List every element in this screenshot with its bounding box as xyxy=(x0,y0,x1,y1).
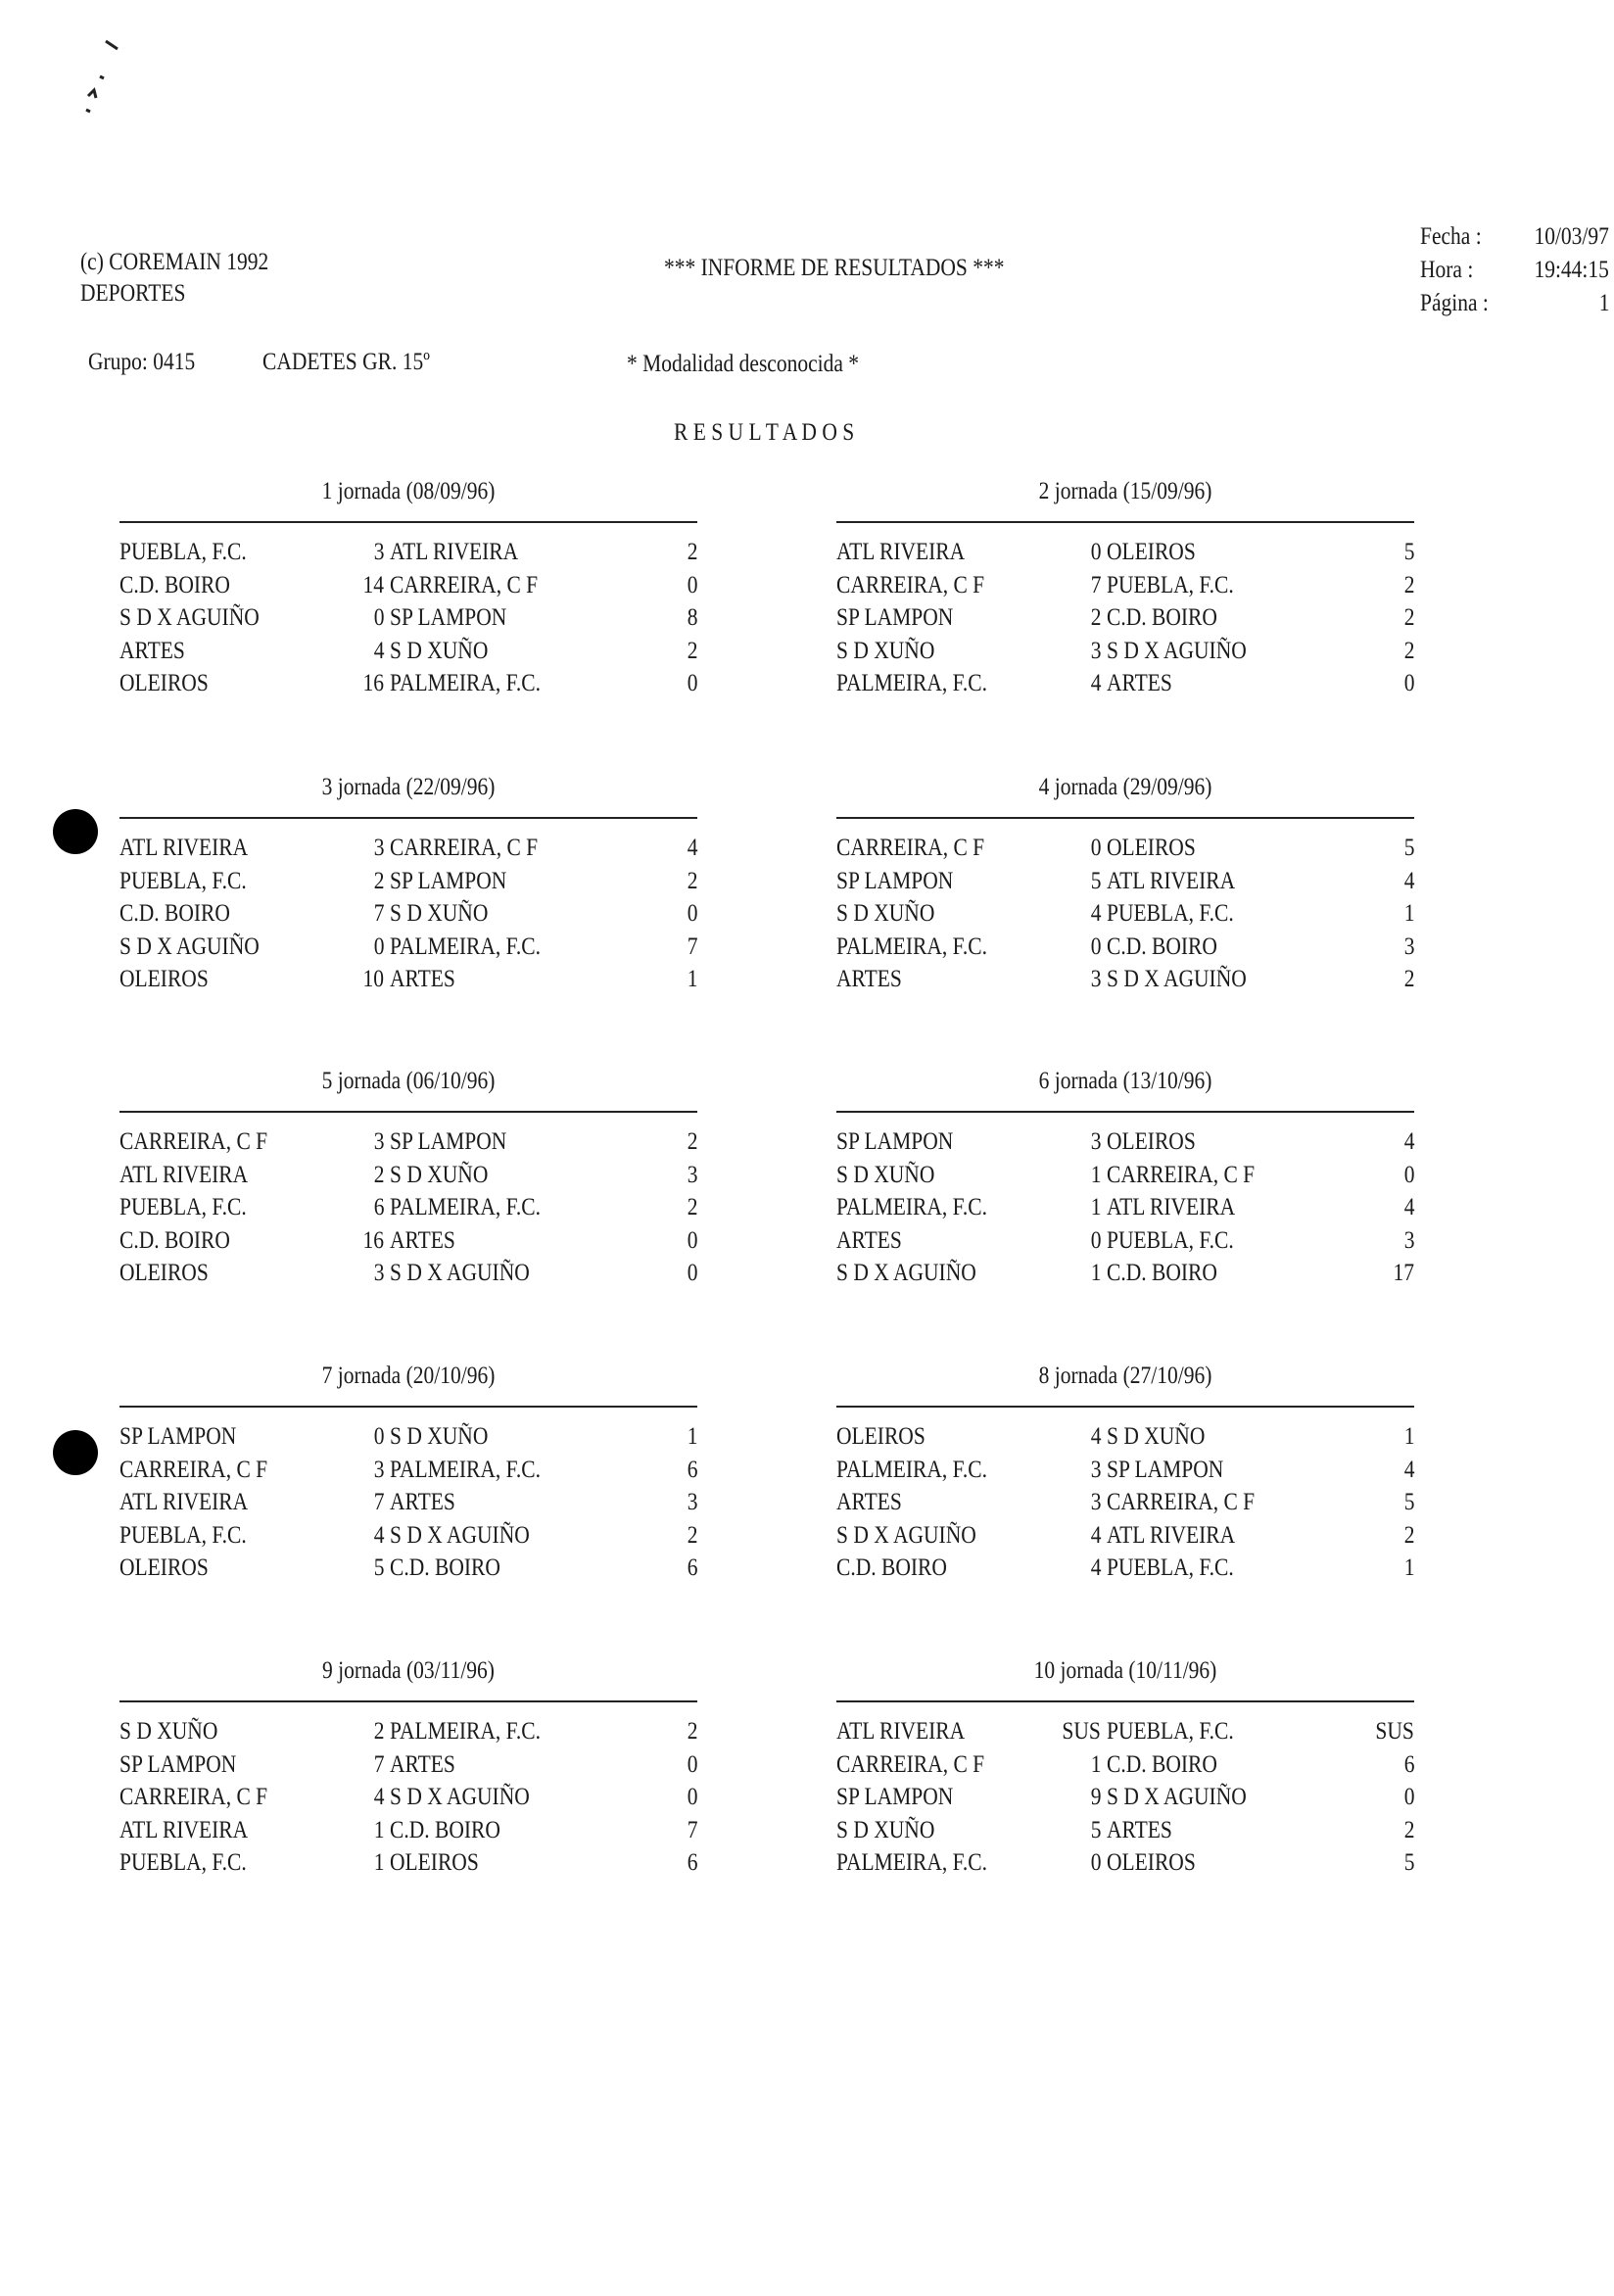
match-row xyxy=(119,1489,697,1521)
home-score: 4 xyxy=(1090,900,1101,927)
away-score: 4 xyxy=(1403,1128,1414,1155)
away-score: 0 xyxy=(687,1226,697,1254)
match-row xyxy=(119,1849,697,1882)
away-score: 6 xyxy=(687,1555,697,1581)
match-row xyxy=(836,1260,1414,1292)
away-score: 5 xyxy=(1403,1489,1414,1515)
home-team: ARTES xyxy=(119,637,185,664)
away-team: S D XUÑO xyxy=(390,900,489,927)
away-team: ARTES xyxy=(390,1750,455,1778)
match-row xyxy=(836,868,1414,900)
away-score: 6 xyxy=(687,1456,697,1483)
home-team: OLEIROS xyxy=(119,1555,209,1581)
away-score: 0 xyxy=(1403,670,1414,696)
home-score: 5 xyxy=(1090,1816,1101,1843)
jornada-title: 8 jornada (27/10/96) xyxy=(1038,1363,1212,1389)
group-category: CADETES GR. 15º xyxy=(262,349,430,375)
away-team: ATL RIVEIRA xyxy=(1107,1194,1236,1220)
home-score: 5 xyxy=(1090,867,1101,894)
away-score: 7 xyxy=(687,933,697,960)
home-score: 3 xyxy=(1090,1489,1101,1515)
home-score: 4 xyxy=(373,1784,384,1810)
away-score: 1 xyxy=(1403,1423,1414,1450)
jornada-title: 1 jornada (08/09/96) xyxy=(321,478,496,504)
home-score: 4 xyxy=(1090,1521,1101,1549)
away-score: 5 xyxy=(1403,835,1414,861)
match-row xyxy=(836,933,1414,966)
home-team: SP LAMPON xyxy=(836,1128,954,1155)
section-title: R E S U L T A D O S xyxy=(674,419,855,446)
home-score: 3 xyxy=(1090,1128,1101,1155)
away-score: 2 xyxy=(687,867,697,894)
home-score: 16 xyxy=(362,1226,384,1254)
away-score: 2 xyxy=(687,1718,697,1745)
match-row xyxy=(836,1227,1414,1260)
home-score: 6 xyxy=(373,1194,384,1220)
away-team: C.D. BOIRO xyxy=(1107,1260,1217,1286)
home-team: S D XUÑO xyxy=(119,1718,218,1745)
home-team: S D X AGUIÑO xyxy=(836,1521,976,1549)
away-team: PUEBLA, F.C. xyxy=(1107,1226,1234,1254)
match-row xyxy=(836,1128,1414,1161)
home-score: 3 xyxy=(373,1456,384,1483)
match-row xyxy=(836,638,1414,670)
home-score: 3 xyxy=(1090,637,1101,664)
match-row xyxy=(119,1555,697,1587)
jornada-title: 5 jornada (06/10/96) xyxy=(321,1068,496,1094)
home-team: ATL RIVEIRA xyxy=(119,1816,249,1843)
home-team: C.D. BOIRO xyxy=(119,1226,230,1254)
home-team: PUEBLA, F.C. xyxy=(119,1849,247,1876)
away-team: PUEBLA, F.C. xyxy=(1107,571,1234,598)
away-team: ARTES xyxy=(1107,670,1172,696)
department-name: DEPORTES xyxy=(80,280,186,307)
away-score: 2 xyxy=(687,539,697,565)
home-team: OLEIROS xyxy=(119,1260,209,1286)
home-score: SUS xyxy=(1062,1718,1101,1745)
away-team: SP LAMPON xyxy=(1107,1456,1224,1483)
jornada-divider xyxy=(119,1406,697,1408)
home-team: S D XUÑO xyxy=(836,1816,935,1843)
match-row xyxy=(836,1849,1414,1882)
home-score: 4 xyxy=(373,637,384,664)
away-team: ARTES xyxy=(1107,1816,1172,1843)
group-label: Grupo: 0415 xyxy=(88,349,196,375)
home-score: 1 xyxy=(1090,1161,1101,1188)
match-row xyxy=(119,1162,697,1194)
match-row xyxy=(119,1457,697,1489)
home-team: CARREIRA, C F xyxy=(836,835,985,861)
away-team: OLEIROS xyxy=(1107,835,1196,861)
away-team: CARREIRA, C F xyxy=(390,571,539,598)
away-team: S D X AGUIÑO xyxy=(390,1260,530,1286)
match-row xyxy=(836,1423,1414,1456)
home-team: ATL RIVEIRA xyxy=(119,1489,249,1515)
home-team: S D XUÑO xyxy=(836,900,935,927)
home-score: 7 xyxy=(373,1750,384,1778)
home-score: 1 xyxy=(1090,1750,1101,1778)
match-row xyxy=(836,1817,1414,1849)
away-team: PALMEIRA, F.C. xyxy=(390,1718,542,1745)
match-row xyxy=(836,1784,1414,1816)
match-row xyxy=(119,1817,697,1849)
jornada-divider xyxy=(836,1406,1414,1408)
home-team: PUEBLA, F.C. xyxy=(119,1521,247,1549)
home-team: SP LAMPON xyxy=(119,1750,237,1778)
jornada-block xyxy=(836,478,1414,696)
report-title: *** INFORME DE RESULTADOS *** xyxy=(664,255,1005,281)
away-score: 6 xyxy=(1403,1750,1414,1778)
home-team: ARTES xyxy=(836,1226,902,1254)
away-score: 2 xyxy=(687,637,697,664)
home-score: 1 xyxy=(373,1849,384,1876)
match-row xyxy=(119,1227,697,1260)
home-score: 3 xyxy=(373,835,384,861)
away-score: 2 xyxy=(1403,637,1414,664)
home-team: ATL RIVEIRA xyxy=(119,835,249,861)
match-row xyxy=(836,1162,1414,1194)
away-score: 5 xyxy=(1403,1849,1414,1876)
away-team: ATL RIVEIRA xyxy=(1107,867,1236,894)
home-score: 2 xyxy=(1090,604,1101,631)
modality-label: * Modalidad desconocida * xyxy=(627,351,860,377)
jornada-block xyxy=(119,1657,697,1876)
home-score: 14 xyxy=(362,571,384,598)
home-team: PALMEIRA, F.C. xyxy=(836,670,988,696)
home-team: PUEBLA, F.C. xyxy=(119,867,247,894)
jornada-title: 10 jornada (10/11/96) xyxy=(1033,1657,1217,1684)
home-team: PALMEIRA, F.C. xyxy=(836,1849,988,1876)
match-row xyxy=(119,900,697,933)
match-row xyxy=(119,868,697,900)
home-team: S D XUÑO xyxy=(836,1161,935,1188)
jornada-title: 2 jornada (15/09/96) xyxy=(1038,478,1212,504)
jornada-block xyxy=(119,1068,697,1286)
home-team: CARREIRA, C F xyxy=(119,1456,268,1483)
away-team: C.D. BOIRO xyxy=(390,1555,500,1581)
match-row xyxy=(119,572,697,604)
away-team: S D XUÑO xyxy=(1107,1423,1206,1450)
away-score: 5 xyxy=(1403,539,1414,565)
home-team: SP LAMPON xyxy=(836,604,954,631)
home-team: ATL RIVEIRA xyxy=(119,1161,249,1188)
stray-ink-mark xyxy=(39,20,127,118)
home-score: 0 xyxy=(1090,1849,1101,1876)
home-score: 7 xyxy=(373,1489,384,1515)
away-team: C.D. BOIRO xyxy=(1107,604,1217,631)
jornada-title: 4 jornada (29/09/96) xyxy=(1038,774,1212,800)
away-team: PUEBLA, F.C. xyxy=(1107,1718,1234,1745)
home-team: C.D. BOIRO xyxy=(119,900,230,927)
away-score: 4 xyxy=(1403,867,1414,894)
match-row xyxy=(836,1751,1414,1784)
away-team: PALMEIRA, F.C. xyxy=(390,933,542,960)
home-team: S D XUÑO xyxy=(836,637,935,664)
away-score: 4 xyxy=(1403,1456,1414,1483)
home-team: ATL RIVEIRA xyxy=(836,1718,966,1745)
match-row xyxy=(119,1522,697,1555)
home-score: 3 xyxy=(1090,1456,1101,1483)
away-score: 2 xyxy=(687,1194,697,1220)
away-score: 1 xyxy=(687,966,697,992)
match-row xyxy=(119,1194,697,1226)
away-score: 0 xyxy=(687,1260,697,1286)
home-score: 3 xyxy=(373,1128,384,1155)
jornada-block xyxy=(836,1363,1414,1581)
away-team: ARTES xyxy=(390,966,455,992)
away-team: ARTES xyxy=(390,1489,455,1515)
jornada-block xyxy=(119,774,697,992)
match-row xyxy=(836,1718,1414,1750)
home-team: SP LAMPON xyxy=(836,1784,954,1810)
match-row xyxy=(119,1751,697,1784)
home-score: 4 xyxy=(1090,1423,1101,1450)
jornada-divider xyxy=(119,1111,697,1113)
home-score: 1 xyxy=(1090,1194,1101,1220)
home-team: OLEIROS xyxy=(119,670,209,696)
away-team: SP LAMPON xyxy=(390,867,507,894)
home-team: PUEBLA, F.C. xyxy=(119,1194,247,1220)
away-score: 2 xyxy=(1403,571,1414,598)
away-team: C.D. BOIRO xyxy=(1107,933,1217,960)
home-score: 2 xyxy=(373,1161,384,1188)
home-team: CARREIRA, C F xyxy=(836,571,985,598)
home-score: 0 xyxy=(373,604,384,631)
away-score: 2 xyxy=(687,1521,697,1549)
home-score: 3 xyxy=(1090,966,1101,992)
away-team: S D XUÑO xyxy=(390,1423,489,1450)
away-score: 6 xyxy=(687,1849,697,1876)
away-team: OLEIROS xyxy=(1107,1128,1196,1155)
home-team: CARREIRA, C F xyxy=(119,1784,268,1810)
home-team: OLEIROS xyxy=(836,1423,926,1450)
home-team: SP LAMPON xyxy=(836,867,954,894)
away-score: 0 xyxy=(1403,1784,1414,1810)
fecha-label: Fecha : xyxy=(1420,223,1482,250)
fecha-value: 10/03/97 xyxy=(1534,223,1609,250)
match-row xyxy=(119,933,697,966)
home-team: PALMEIRA, F.C. xyxy=(836,1194,988,1220)
jornada-divider xyxy=(119,1700,697,1702)
away-score: 0 xyxy=(687,670,697,696)
home-team: CARREIRA, C F xyxy=(836,1750,985,1778)
away-team: S D X AGUIÑO xyxy=(390,1521,530,1549)
away-team: S D X AGUIÑO xyxy=(1107,966,1247,992)
jornada-divider xyxy=(836,817,1414,819)
home-score: 7 xyxy=(373,900,384,927)
home-score: 10 xyxy=(362,966,384,992)
hora-label: Hora : xyxy=(1420,257,1474,283)
away-team: S D XUÑO xyxy=(390,1161,489,1188)
jornada-block xyxy=(836,1657,1414,1876)
home-team: S D X AGUIÑO xyxy=(119,604,260,631)
copyright-line: (c) COREMAIN 1992 xyxy=(80,249,269,275)
jornada-divider xyxy=(119,817,697,819)
home-team: ATL RIVEIRA xyxy=(836,539,966,565)
away-score: 2 xyxy=(1403,604,1414,631)
match-row xyxy=(836,900,1414,933)
home-score: 2 xyxy=(373,867,384,894)
jornada-divider xyxy=(836,521,1414,523)
away-team: ATL RIVEIRA xyxy=(1107,1521,1236,1549)
jornada-divider xyxy=(119,521,697,523)
home-team: PALMEIRA, F.C. xyxy=(836,933,988,960)
home-score: 4 xyxy=(1090,670,1101,696)
home-score: 0 xyxy=(373,933,384,960)
home-team: OLEIROS xyxy=(119,966,209,992)
jornada-block xyxy=(836,1068,1414,1286)
away-team: OLEIROS xyxy=(1107,1849,1196,1876)
home-team: ARTES xyxy=(836,966,902,992)
match-row xyxy=(836,572,1414,604)
home-score: 0 xyxy=(373,1423,384,1450)
home-team: S D X AGUIÑO xyxy=(836,1260,976,1286)
match-row xyxy=(836,539,1414,571)
away-score: SUS xyxy=(1375,1718,1414,1745)
away-score: 3 xyxy=(1403,1226,1414,1254)
away-score: 0 xyxy=(687,571,697,598)
hora-value: 19:44:15 xyxy=(1534,257,1609,283)
away-score: 7 xyxy=(687,1816,697,1843)
home-score: 2 xyxy=(373,1718,384,1745)
home-team: C.D. BOIRO xyxy=(119,571,230,598)
away-team: PUEBLA, F.C. xyxy=(1107,900,1234,927)
match-row xyxy=(119,1423,697,1456)
away-score: 0 xyxy=(1403,1161,1414,1188)
match-row xyxy=(836,1457,1414,1489)
home-team: PALMEIRA, F.C. xyxy=(836,1456,988,1483)
home-score: 7 xyxy=(1090,571,1101,598)
away-team: CARREIRA, C F xyxy=(1107,1161,1256,1188)
jornada-title: 9 jornada (03/11/96) xyxy=(322,1657,495,1684)
home-score: 0 xyxy=(1090,835,1101,861)
jornada-title: 6 jornada (13/10/96) xyxy=(1038,1068,1212,1094)
away-team: PUEBLA, F.C. xyxy=(1107,1555,1234,1581)
away-score: 0 xyxy=(687,1784,697,1810)
home-score: 5 xyxy=(373,1555,384,1581)
home-score: 3 xyxy=(373,1260,384,1286)
match-row xyxy=(836,604,1414,637)
match-row xyxy=(836,1489,1414,1521)
home-score: 1 xyxy=(1090,1260,1101,1286)
match-row xyxy=(119,966,697,998)
away-score: 8 xyxy=(687,604,697,631)
away-team: OLEIROS xyxy=(390,1849,479,1876)
match-row xyxy=(119,539,697,571)
away-score: 0 xyxy=(687,900,697,927)
home-score: 4 xyxy=(1090,1555,1101,1581)
jornada-block xyxy=(119,478,697,696)
away-team: C.D. BOIRO xyxy=(390,1816,500,1843)
match-row xyxy=(119,1260,697,1292)
away-score: 3 xyxy=(687,1161,697,1188)
match-row xyxy=(836,1194,1414,1226)
match-row xyxy=(836,1555,1414,1587)
away-team: ATL RIVEIRA xyxy=(390,539,519,565)
home-team: ARTES xyxy=(836,1489,902,1515)
away-team: SP LAMPON xyxy=(390,1128,507,1155)
match-row xyxy=(119,604,697,637)
away-score: 4 xyxy=(1403,1194,1414,1220)
jornada-divider xyxy=(836,1700,1414,1702)
home-score: 4 xyxy=(373,1521,384,1549)
jornada-title: 3 jornada (22/09/96) xyxy=(321,774,496,800)
jornada-divider xyxy=(836,1111,1414,1113)
pagina-value: 1 xyxy=(1598,290,1609,316)
away-score: 17 xyxy=(1393,1260,1414,1286)
away-score: 1 xyxy=(1403,1555,1414,1581)
home-team: S D X AGUIÑO xyxy=(119,933,260,960)
jornada-block xyxy=(119,1363,697,1581)
away-team: S D XUÑO xyxy=(390,637,489,664)
home-score: 1 xyxy=(373,1816,384,1843)
away-score: 3 xyxy=(1403,933,1414,960)
pagina-label: Página : xyxy=(1420,290,1489,316)
match-row xyxy=(119,1718,697,1750)
away-team: S D X AGUIÑO xyxy=(390,1784,530,1810)
away-score: 2 xyxy=(1403,966,1414,992)
match-row xyxy=(119,1128,697,1161)
away-score: 1 xyxy=(687,1423,697,1450)
away-team: S D X AGUIÑO xyxy=(1107,1784,1247,1810)
jornada-title: 7 jornada (20/10/96) xyxy=(321,1363,496,1389)
away-score: 0 xyxy=(687,1750,697,1778)
away-team: C.D. BOIRO xyxy=(1107,1750,1217,1778)
home-score: 9 xyxy=(1090,1784,1101,1810)
home-team: SP LAMPON xyxy=(119,1423,237,1450)
punch-hole-bottom xyxy=(53,1430,98,1475)
jornada-block xyxy=(836,774,1414,992)
away-team: CARREIRA, C F xyxy=(390,835,539,861)
away-team: CARREIRA, C F xyxy=(1107,1489,1256,1515)
away-team: SP LAMPON xyxy=(390,604,507,631)
away-team: PALMEIRA, F.C. xyxy=(390,670,542,696)
punch-hole-top xyxy=(53,809,98,854)
away-team: S D X AGUIÑO xyxy=(1107,637,1247,664)
home-team: C.D. BOIRO xyxy=(836,1555,947,1581)
match-row xyxy=(836,1522,1414,1555)
away-team: PALMEIRA, F.C. xyxy=(390,1194,542,1220)
match-row xyxy=(119,835,697,867)
home-team: PUEBLA, F.C. xyxy=(119,539,247,565)
match-row xyxy=(119,1784,697,1816)
away-team: OLEIROS xyxy=(1107,539,1196,565)
away-score: 1 xyxy=(1403,900,1414,927)
away-team: ARTES xyxy=(390,1226,455,1254)
away-score: 3 xyxy=(687,1489,697,1515)
away-score: 4 xyxy=(687,835,697,861)
away-score: 2 xyxy=(1403,1816,1414,1843)
match-row xyxy=(836,670,1414,702)
home-team: CARREIRA, C F xyxy=(119,1128,268,1155)
match-row xyxy=(119,638,697,670)
away-score: 2 xyxy=(1403,1521,1414,1549)
home-score: 16 xyxy=(362,670,384,696)
match-row xyxy=(119,670,697,702)
away-score: 2 xyxy=(687,1128,697,1155)
match-row xyxy=(836,966,1414,998)
match-row xyxy=(836,835,1414,867)
home-score: 3 xyxy=(373,539,384,565)
home-score: 0 xyxy=(1090,539,1101,565)
away-team: PALMEIRA, F.C. xyxy=(390,1456,542,1483)
home-score: 0 xyxy=(1090,1226,1101,1254)
home-score: 0 xyxy=(1090,933,1101,960)
